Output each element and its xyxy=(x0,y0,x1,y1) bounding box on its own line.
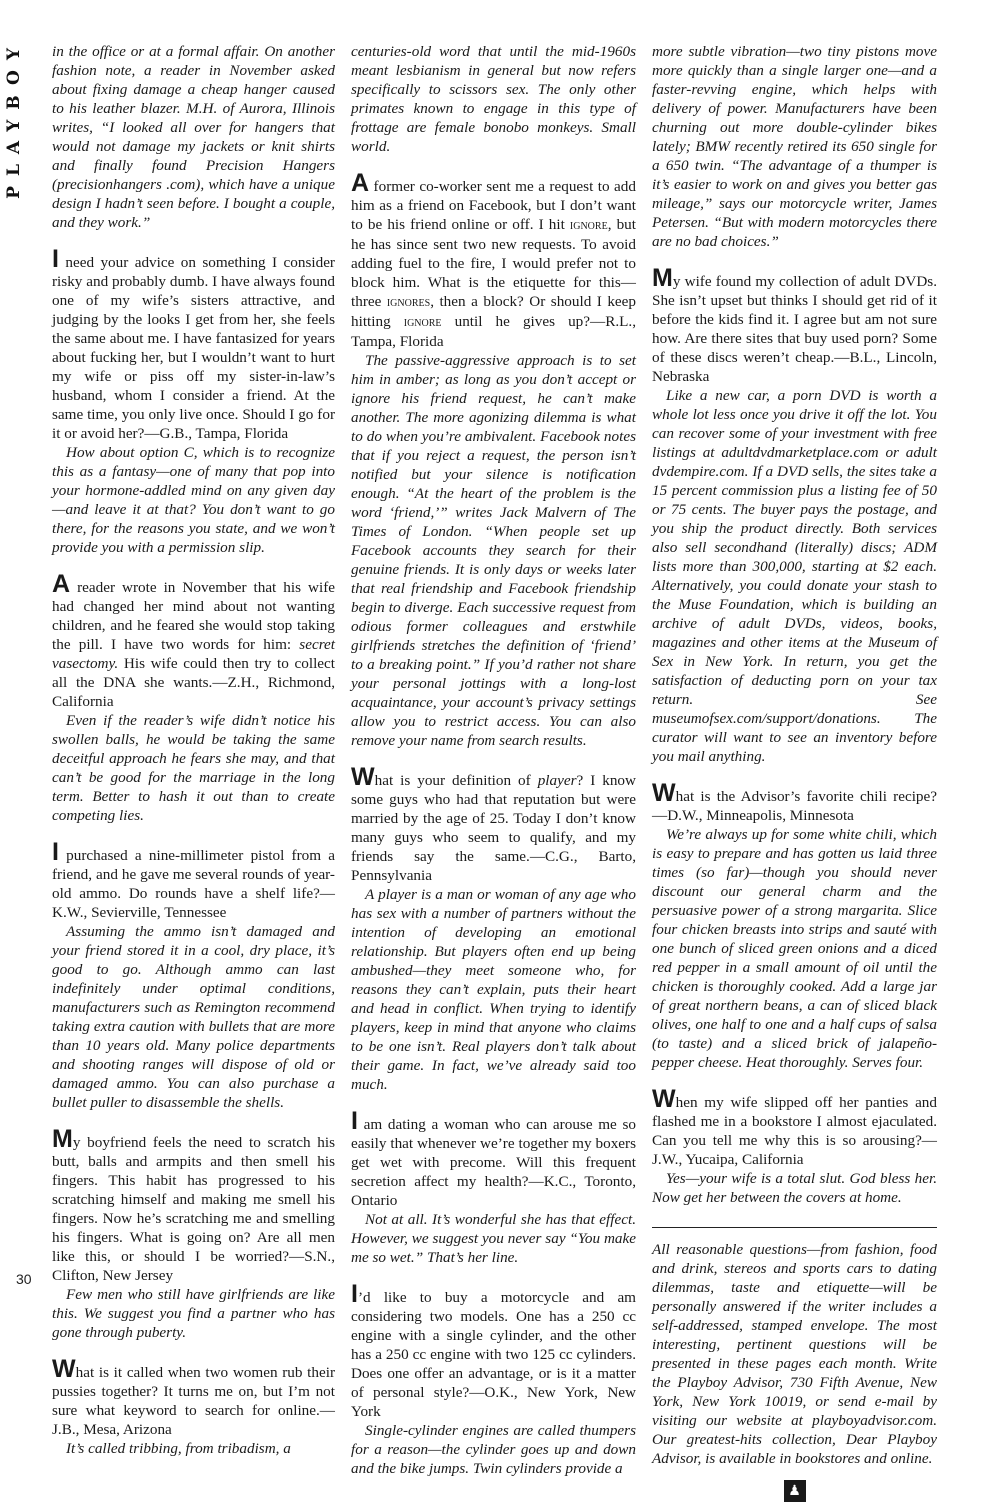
question-text: ? I know some guys who had that reputation but were married by the age of 25. Today I don’t know many guys who seem to qualify, and my friends say the same.—C.G., Barto, Pennsylvania xyxy=(351,772,636,884)
question-text: hen my wife slipped off her panties and flashed me in a bookstore I almost ejaculated. Can you tell me why this is so arousing?—J.W., Yucaipa, California xyxy=(652,1094,937,1168)
rabbit-logo-icon: ♟ xyxy=(784,1480,806,1502)
answer: Like a new car, a porn DVD is worth a whole lot less once you drive it off the lot. You can recover some of your investment with free listings at adultdvdmarketplace.com or adult dvdempire.com. If a DVD sells, the sites take a 15 percent commission plus a listing fee of 50 or 75 cents. The buyer pays the postage, and you ship the product directly. Both services also sell secondhand (literally) discs; ADM lists more than 300,000, starting at $2 each. Alternatively, you could donate your stash to the Muse Foundation, which is building an archive of adult DVDs, videos, books, magazines and other items at the Museum of Sex in New York. In return, you get the satisfaction of deducting porn on your tax return. See museumofsex.com/support/donations. The curator will want to see an inventory before you mail anything. xyxy=(652,387,937,765)
question-text: reader wrote in November that his wife had changed her mind about not wanting children, and he feared she would stop taking the pill. I have two words for him: xyxy=(52,579,335,653)
column-2 xyxy=(351,42,636,1478)
question xyxy=(52,570,335,711)
drop-cap: W xyxy=(652,779,676,807)
drop-cap: I xyxy=(351,1280,358,1308)
question-text: y boyfriend feels the need to scratch his butt, balls and armpits and then smell his fingers. This habit has progressed to his scratching himself and making me smell his fingers. Now he’s scratching me and smelling his fingers. What is going on? Are all men like this, or should I be worried?—S.N., Clifton, New Jersey xyxy=(52,1134,335,1284)
drop-cap: I xyxy=(351,1107,358,1135)
answer: Yes—your wife is a total slut. God bless her. Now get her between the covers at home. xyxy=(652,1170,937,1206)
question xyxy=(351,169,636,351)
question xyxy=(652,1085,937,1169)
question-text: need your advice on something I consider risky and probably dumb. I have always found one of my wife’s sisters attractive, and judging by the looks I get from her, she feels the same about me. I have fantasized for years about fucking her, but I wouldn’t want to hurt my wife or piss off my sister-in-law’s husband, whom I consider a friend. At the same time, you only live once. Should I go for it or avoid her?—G.B., Tampa, Florida xyxy=(52,254,335,442)
question-text: y wife found my collection of adult DVDs. She isn’t upset but thinks I should get rid of it before the kids find it. I agree but am not sure how. Are there sites that buy used porn? Some of these discs weren’t cheap.—B.L., Lincoln, Nebraska xyxy=(652,273,937,385)
question-text: am dating a woman who can arouse me so easily that whenever we’re together my boxers get wet with precome. Will this frequent secretion affect my health?—K.C., Toronto, Ontario xyxy=(351,1116,636,1209)
question xyxy=(52,838,335,922)
ignore-smallcaps: ignore xyxy=(569,218,608,233)
continued-answer: in the office or at a formal affair. On another fashion note, a reader in November asked about fixing damage a cheap hanger caused to his leather blazer. M.H. of Aurora, Illinois writes, “I looked all over for hangers that would not damage my jackets or knit shirts and finally found Precision Hangers (precisionhangers .com), which have a unique design I hadn’t seen before. I bought a couple, and they work.” xyxy=(52,43,335,231)
question-emphasis: secret vasectomy. xyxy=(52,636,335,672)
answer: A player is a man or woman of any age who has sex with a number of partners without the intention of developing an emotional relationship. But players often end up being ambushed—they meet someone who, for reasons they can’t explain, puts their heart and head in conflict. When trying to identify players, keep in mind that anyone who claims to be one isn’t. Real players don’t talk about their game. In fact, we’ve already said too much. xyxy=(351,886,636,1093)
answer: How about option C, which is to recognize this as a fantasy—one of many that pop into your hormone-addled mind on any given day—and leave it at that? You don’t want to go there, for the reasons you state, and we won’t provide you with a permission slip. xyxy=(52,444,335,556)
question-text: hat is it called when two women rub their pussies together? It turns me on, but I’m not sure what keyword to search for online.—J.B., Mesa, Arizona xyxy=(52,1364,335,1438)
ignores-smallcaps: ignores xyxy=(386,295,431,310)
question xyxy=(351,1107,636,1210)
question xyxy=(52,1355,335,1439)
question-text: ’d like to buy a motorcycle and am considering two models. One has a 250 cc engine with a single cylinder, and the other has a 250 cc engine with two 125 cc cylinders. Does one offer an advantage, or is it a matter of personal style?—O.K., New York, New York xyxy=(351,1289,636,1420)
question xyxy=(52,1125,335,1285)
page-number: 30 xyxy=(16,1271,32,1287)
drop-cap: M xyxy=(52,1125,73,1153)
question xyxy=(652,264,937,386)
answer: The passive-aggressive approach is to set him in amber; as long as you don’t accept or ignore his friend request, he can’t make another. The more agonizing dilemma is what to do when you’re ambivalent. Facebook notes that if you reject a request, the person isn’t notified but your silence is notification enough. “At the heart of the problem is the word ‘friend,’” writes Jack Malvern of The Times of London. “When people set up Facebook accounts they search for their genuine friends. It is only days or weeks later that real friendship and Facebook friendship begin to diverge. Each successive request from odious former colleagues and erstwhile girlfriends stretches the definition of ‘friend’ to a breaking point.” If you’d rather not share your personal jottings with a long-lost acquaintance, your account’s privacy settings allow you to restrict access. You can also remove your name from search results. xyxy=(351,352,636,749)
advisor-submission-note: All reasonable questions—from fashion, food and drink, stereos and sports cars to dating dilemmas, taste and etiquette—will be personally answered if the writer includes a self-addressed, stamped envelope. The most interesting, pertinent questions will be presented in these pages each month. Write the Playboy Advisor, 730 Fifth Avenue, New York, New York 10019, or send e-mail by visiting our website at playboyadvisor.com. Our greatest-hits collection, Dear Playboy Advisor, is available in bookstores and online. xyxy=(652,1241,937,1467)
question-text: hat is your definition of xyxy=(374,772,538,789)
question xyxy=(351,1280,636,1421)
drop-cap: A xyxy=(52,570,71,598)
question-text: until he gives up?—R.L., Tampa, Florida xyxy=(351,313,636,350)
question-emphasis: player xyxy=(537,772,577,789)
column-1 xyxy=(52,42,335,1458)
drop-cap: A xyxy=(351,169,370,197)
question-text: His wife could then try to collect all the DNA she wants.—Z.H., Richmond, California xyxy=(52,655,335,710)
drop-cap: M xyxy=(652,264,673,292)
question xyxy=(652,779,937,825)
question-text: , then a block? Or should I keep hitting xyxy=(351,293,636,330)
drop-cap: W xyxy=(52,1355,76,1383)
drop-cap: I xyxy=(52,245,59,273)
continued-answer: centuries-old word that until the mid-1960s meant lesbianism in general but now refers specifically to scissors sex. The only other primates known to engage in this type of frottage are female bonobo monkeys. Small world. xyxy=(351,43,636,155)
answer: We’re always up for some white chili, which is easy to prepare and has gotten us laid three times (so far)—though you should never discount our general charm and the persuasive power of a strong margarita. Slice four chicken breasts into strips and sauté with one bunch of sliced green onions and a diced red pepper in a small amount of oil until the chicken is thoroughly cooked. Add a large jar of great northern beans, a can of sliced black olives, one half to one and a half cups of salsa (to taste) and a sliced brick of jalapeño-pepper cheese. Heat thoroughly. Serves four. xyxy=(652,826,937,1071)
ignore-smallcaps: ignore xyxy=(403,315,442,330)
divider xyxy=(652,1227,937,1228)
answer: Single-cylinder engines are called thumpers for a reason—the cylinder goes up and down and the bike jumps. Twin cylinders provide a xyxy=(351,1422,636,1477)
question-text: hat is the Advisor’s favorite chili recipe?—D.W., Minneapolis, Minnesota xyxy=(652,788,937,824)
magazine-title: PLAYBOY xyxy=(4,38,24,199)
question-text: former co-worker sent me a request to add him as a friend on Facebook, but I don’t want to be his friend online or off. I hit xyxy=(351,178,636,233)
question xyxy=(52,245,335,443)
question-text: , but he has since sent two new requests. To avoid adding fuel to the fire, I would prefer not to block him. What is the etiquette for this—three xyxy=(351,216,636,310)
answer: It’s called tribbing, from tribadism, a xyxy=(66,1440,291,1457)
drop-cap: W xyxy=(652,1085,676,1113)
continued-answer: more subtle vibration—two tiny pistons move more quickly than a single larger one—and a faster-revving engine, which helps with delivery of power. Manufacturers have been churning out more double-cylinder bikes lately; BMW recently retired its 650 single for a 650 twin. “The advantage of a thumper is it’s easier to work on and gives you better gas mileage,” says our motorcycle writer, James Petersen. “But with modern motorcycles there are no bad choices.” xyxy=(652,43,937,250)
drop-cap: W xyxy=(351,763,375,791)
answer: Even if the reader’s wife didn’t notice his swollen balls, he would be taking the same deceitful approach he fears she may, and that can’t be good for the marriage in the long term. Better to hash it out than to create competing lies. xyxy=(52,712,335,824)
answer: Not at all. It’s wonderful she has that effect. However, we suggest you never say “You make me so wet.” That’s her line. xyxy=(351,1211,636,1266)
drop-cap: I xyxy=(52,838,59,866)
answer: Few men who still have girlfriends are like this. We suggest you find a partner who has gone through puberty. xyxy=(52,1286,335,1341)
column-3 xyxy=(652,42,937,1502)
question-text: purchased a nine-millimeter pistol from a friend, and he gave me several rounds of year-old ammo. Do rounds have a shelf life?—K.W., Sevierville, Tennessee xyxy=(52,847,335,921)
answer: Assuming the ammo isn’t damaged and your friend stored it in a cool, dry place, it’s good to go. Although ammo can last indefinitely under optimal conditions, manufacturers such as Remington recommend taking extra caution with bullets that are more than 10 years old. Many police departments and shooting ranges will dispose of old or damaged ammo. You can also purchase a bullet puller to disassemble the shells. xyxy=(52,923,335,1111)
question xyxy=(351,763,636,885)
